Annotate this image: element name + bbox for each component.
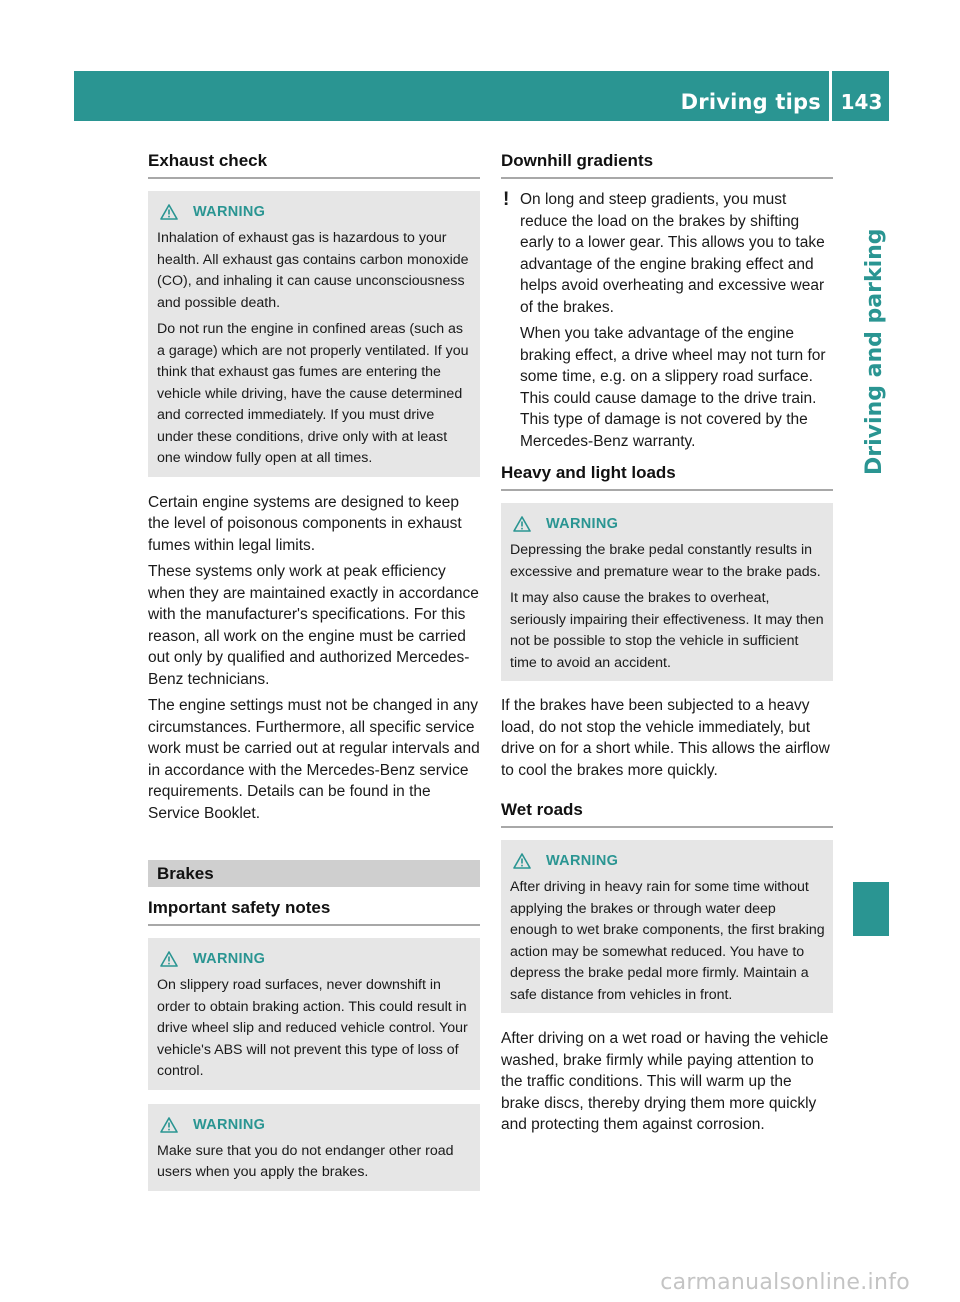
warning-header [157,203,472,221]
left-column [148,150,480,1191]
note-text: On long and steep gradients, you must reduce the load on the brakes by shifting early to a lower gear. This allows you to take advantage of the engine braking effect and helps avoid overheating and excessive wear of the brakes. [520,191,825,316]
body-paragraph: After driving on a wet road or having the vehicle washed, brake firmly while paying attention to the traffic conditions. This will warm up the brake discs, thereby drying them more quickly and protecting them against corrosion. [501,1030,829,1133]
exclamation-icon: ! [503,189,510,210]
warning-header [510,515,825,533]
warning-header [510,852,825,870]
warning-text: On slippery road surfaces, never downshift in order to obtain braking action. This could result in drive wheel slip and reduced vehicle control. Your vehicle's ABS will not prevent this type of loss of control. [157,977,468,1079]
safety-warning-box [148,938,480,1090]
header-title: Driving tips [680,90,821,114]
downhill-note [501,189,833,452]
exhaust-heading: Exhaust check [148,150,480,179]
right-column [501,150,833,1136]
page-header [74,71,889,121]
warning-triangle-icon [160,204,178,220]
page-number: 143 [840,90,883,114]
loads-warning-box [501,503,833,681]
wet-heading: Wet roads [501,799,833,828]
chapter-side-tab [853,121,889,481]
safety-heading: Important safety notes [148,897,480,926]
note-text: When you take advantage of the engine braking effect, a drive wheel may not turn for some time, e.g. on a slippery road surface. This could cause damage to the drive train. This type of damage is not covered by the Mercedes-Benz warranty. [520,325,826,450]
warning-title: WARNING [546,516,619,532]
warning-triangle-icon [513,853,531,869]
safety-warning-box [148,1104,480,1191]
body-paragraph: Certain engine systems are designed to keep the level of poisonous components in exhaust fumes within legal limits. [148,493,462,554]
warning-text: Inhalation of exhaust gas is hazardous to your health. All exhaust gas contains carbon monoxide (CO), and inhaling it can cause unconsciousness and possible death. [157,230,469,311]
body-paragraph: These systems only work at peak efficiency when they are maintained exactly in accordance with the manufacturer's specifications. For this reason, all work on the engine must be carried out only by qualified and authorized Mercedes-Benz technicians. [148,563,479,688]
chapter-marker [853,882,889,936]
warning-triangle-icon [160,951,178,967]
wet-warning-box [501,840,833,1013]
warning-text: Do not run the engine in confined areas (such as a garage) which are not properly ventilated. If you think that exhaust gas fumes are entering the vehicle while driving, have the cause determined and corrected immediately. If you must drive under these conditions, drive only with at least one window fully open at all times. [157,321,469,466]
body-paragraph: The engine settings must not be changed in any circumstances. Furthermore, all specific service work must be carried out at regular intervals and in accordance with the Mercedes-Benz service requirements. Details can be found in the Service Booklet. [148,697,480,822]
warning-title: WARNING [193,1116,266,1133]
warning-text: Depressing the brake pedal constantly results in excessive and premature wear to the brake pads. [510,542,821,580]
warning-triangle-icon [513,516,531,532]
section-band-brakes: Brakes [148,860,480,887]
warning-text: It may also cause the brakes to overheat, seriously impairing their effectiveness. It may then not be possible to stop the vehicle in sufficient time to avoid an accident. [510,590,824,671]
warning-text: Make sure that you do not endanger other road users when you apply the brakes. [157,1142,454,1180]
watermark-url: carmanualsonline.info [660,1270,910,1295]
chapter-label: Driving and parking [862,228,887,475]
warning-triangle-icon [160,1117,178,1133]
downhill-heading: Downhill gradients [501,150,833,179]
warning-title: WARNING [193,204,266,220]
warning-text: After driving in heavy rain for some time without applying the brakes or through water deep enough to wet brake components, the first braking action may be somewhat reduced. You have to depress the brake pedal more firmly. Maintain a safe distance from vehicles in front. [510,879,825,1003]
warning-title: WARNING [546,853,619,869]
header-divider [829,71,832,121]
body-paragraph: If the brakes have been subjected to a heavy load, do not stop the vehicle immediately, but drive on for a short while. This allows the airflow to cool the brakes more quickly. [501,697,830,779]
warning-title: WARNING [193,951,266,967]
warning-header [157,1116,472,1134]
warning-header [157,950,472,968]
exhaust-warning-box [148,191,480,477]
loads-heading: Heavy and light loads [501,462,833,491]
